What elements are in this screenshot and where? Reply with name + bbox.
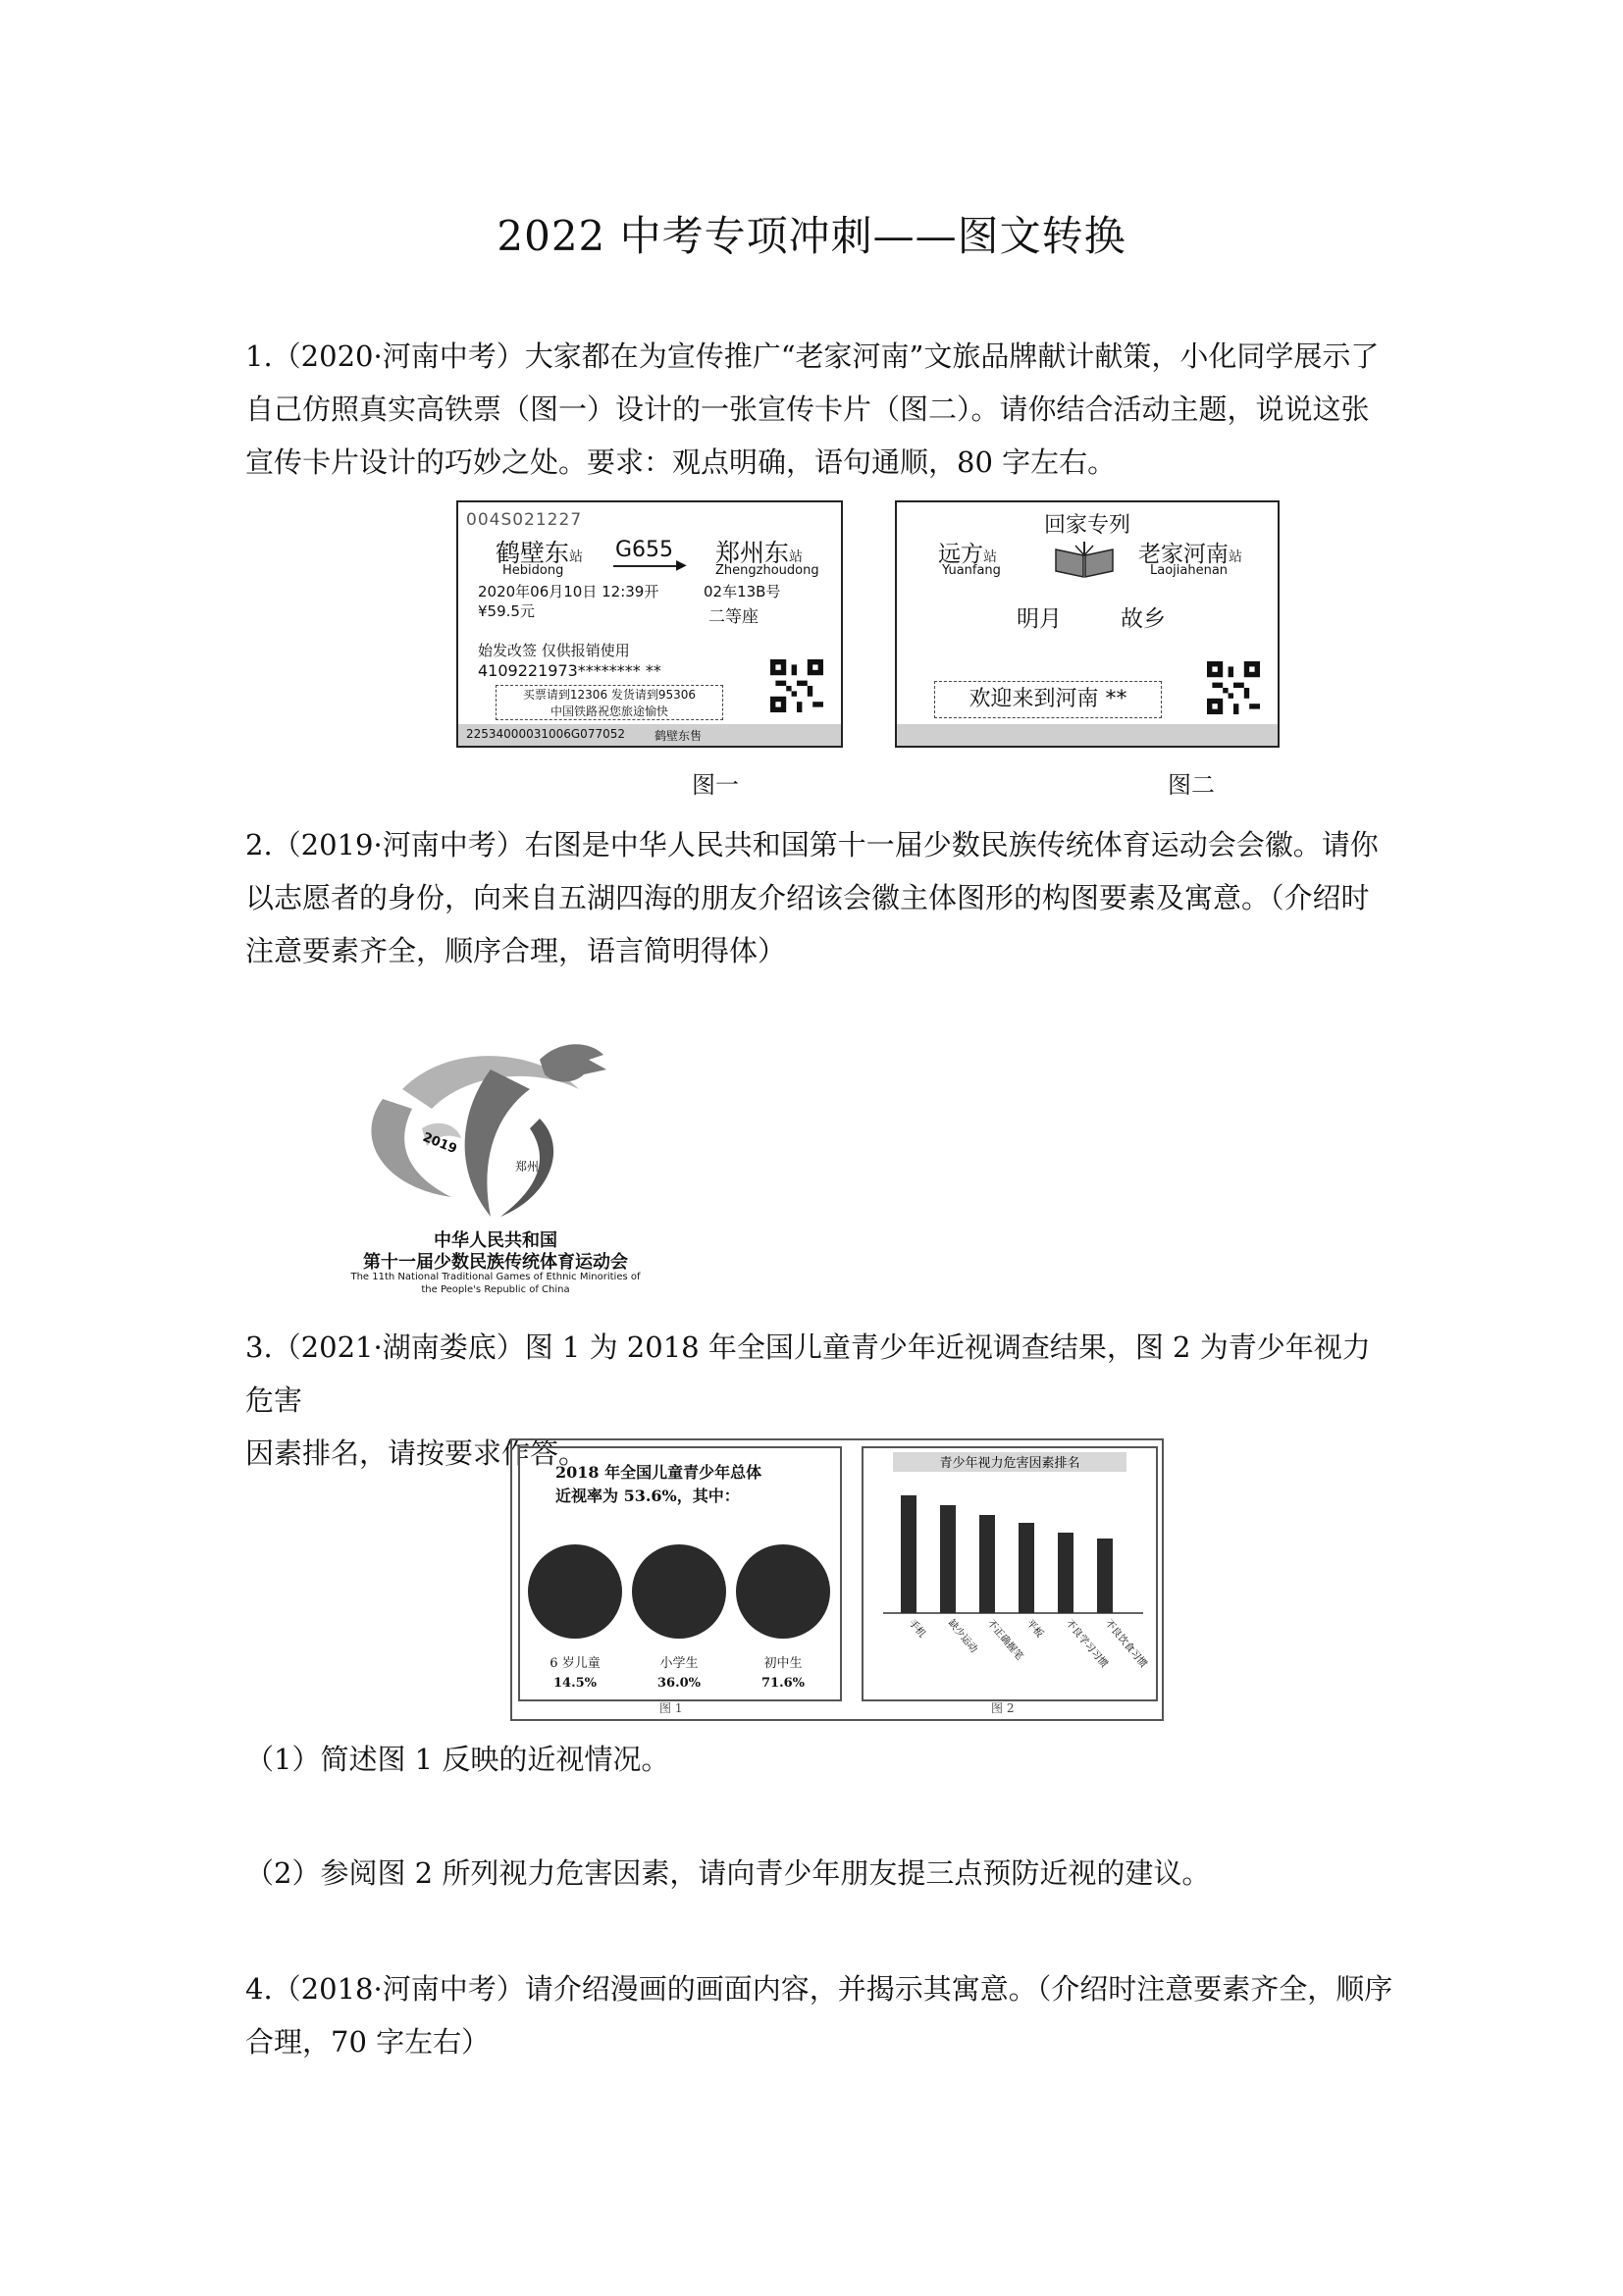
question-1-line: 1.（2020·河南中考）大家都在为宣传推广“老家河南”文旅品牌献计献策，小化同学展示了 <box>245 339 1380 373</box>
logo-year: 2019 <box>420 1129 459 1158</box>
figure-caption: 图 2 <box>991 1701 1015 1715</box>
arrow-line <box>613 565 682 567</box>
ticket-footer <box>458 724 841 746</box>
from-station: 鹤壁东 <box>496 539 570 567</box>
fig1-text: 2018 年全国儿童青少年总体 <box>555 1463 762 1482</box>
station-suffix: 站 <box>983 549 997 565</box>
logo-city: 郑州 <box>515 1160 540 1174</box>
figure-caption: 图二 <box>1168 771 1215 799</box>
bar-chart-svg <box>864 1448 1156 1699</box>
question-2-line: 以志愿者的身份，向来自五湖四海的朋友介绍该会徽主体图形的构图要素及寓意。（介绍时 <box>245 881 1370 914</box>
train-ticket-figure <box>456 500 843 748</box>
figure-caption: 图 1 <box>659 1701 683 1715</box>
arrow-icon: ▶ <box>676 557 687 573</box>
ticket-note: 始发改签 仅供报销使用 <box>478 642 630 659</box>
seat-number: 02车13B号 <box>704 583 781 600</box>
question-1-line: 自己仿照真实高铁票（图一）设计的一张宣传卡片（图二）。请你结合活动主题，说说这张 <box>245 392 1370 426</box>
group-value: 71.6% <box>760 1676 805 1691</box>
page-title: 2022 中考专项冲刺——图文转换 <box>497 212 1126 260</box>
welcome-box: 欢迎来到河南 ** <box>934 681 1162 718</box>
category-label: 不良学习习惯 <box>1063 1617 1110 1670</box>
open-book-icon <box>1052 538 1117 579</box>
bar <box>1097 1539 1113 1613</box>
qr-code-icon <box>770 659 823 712</box>
card-header: 回家专列 <box>1043 513 1130 538</box>
question-3-sub-1: （1）简述图 1 反映的近视情况。 <box>245 1743 670 1776</box>
question-1 <box>245 330 1393 489</box>
games-logo-figure <box>314 1030 677 1295</box>
group-label: 初中生 <box>763 1656 803 1671</box>
id-number: 4109221973******** ** <box>478 661 661 680</box>
ticket-serial: 004S021227 <box>466 510 583 530</box>
question-2 <box>245 818 1393 977</box>
category-label: 不良饮食习惯 <box>1102 1617 1149 1670</box>
to-station: 郑州东 <box>715 539 790 567</box>
myopia-rate-figure <box>518 1446 842 1701</box>
category-label: 手机 <box>906 1617 927 1641</box>
promo-card-figure <box>895 500 1280 748</box>
station-suffix: 站 <box>569 549 584 565</box>
card-word: 故乡 <box>1121 606 1166 632</box>
myopia-figures <box>510 1438 1164 1721</box>
to-pinyin: Zhengzhoudong <box>715 563 819 578</box>
category-label: 缺少运动 <box>945 1617 979 1655</box>
question-3-line: 3.（2021·湖南娄底）图 1 为 2018 年全国儿童青少年近视调查结果，图 2 为青少年视力危害 <box>245 1331 1371 1417</box>
to-pinyin: Laojiahenan <box>1150 563 1229 578</box>
from-pinyin: Hebidong <box>502 563 564 578</box>
group-circle <box>736 1544 830 1639</box>
logo-name-2: 第十一届少数民族传统体育运动会 <box>363 1252 628 1273</box>
train-number: G655 <box>615 538 674 562</box>
ticket-notice-box <box>496 685 723 720</box>
group-circle <box>632 1544 726 1639</box>
group-value: 14.5% <box>552 1676 597 1691</box>
vision-risk-chart <box>862 1446 1158 1701</box>
logo-english-2: the People's Republic of China <box>421 1284 570 1295</box>
notice-line: 中国铁路祝您旅途愉快 <box>550 704 668 718</box>
bar <box>979 1515 995 1613</box>
question-4 <box>245 1962 1393 2068</box>
category-label: 平板 <box>1023 1617 1045 1641</box>
category-label: 不正确握笔 <box>984 1617 1025 1663</box>
station-suffix: 站 <box>789 549 804 565</box>
station-suffix: 站 <box>1229 549 1242 565</box>
chart-title: 青少年视力危害因素排名 <box>939 1456 1080 1471</box>
ticket-code: 22534000031006G077052 <box>466 727 625 741</box>
group-circle <box>528 1544 622 1639</box>
question-1-line: 宣传卡片设计的巧妙之处。要求：观点明确，语句通顺，80 字左右。 <box>245 445 1117 479</box>
fig1-text: 近视率为 53.6%，其中： <box>555 1487 740 1505</box>
figure-caption: 图一 <box>692 771 739 799</box>
question-3-line: 因素排名，请按要求作答。 <box>245 1436 588 1470</box>
from-station: 远方 <box>938 542 983 567</box>
ticket-sale-station: 鹤壁东售 <box>654 729 703 743</box>
bar <box>901 1495 916 1613</box>
question-3-sub-2: （2）参阅图 2 所列视力危害因素，请向青少年朋友提三点预防近视的建议。 <box>245 1856 1211 1890</box>
from-pinyin: Yuanfang <box>942 563 1001 578</box>
bar <box>1058 1533 1073 1613</box>
dragon-emblem-icon <box>343 1030 638 1226</box>
bar <box>940 1505 956 1613</box>
to-station: 老家河南 <box>1138 542 1229 567</box>
seat-class: 二等座 <box>708 607 759 627</box>
ticket-price: ¥59.5元 <box>478 602 535 620</box>
card-footer <box>897 724 1278 746</box>
bar <box>1019 1523 1034 1613</box>
group-value: 36.0% <box>656 1676 701 1691</box>
group-label: 6 岁儿童 <box>550 1656 601 1671</box>
card-word: 明月 <box>1017 606 1062 632</box>
question-2-line: 注意要素齐全，顺序合理，语言简明得体） <box>245 934 787 967</box>
logo-name-1: 中华人民共和国 <box>434 1230 557 1251</box>
question-4-line: 4.（2018·河南中考）请介绍漫画的画面内容，并揭示其寓意。（介绍时注意要素齐全，顺序 <box>245 1972 1393 2006</box>
logo-english-1: The 11th National Traditional Games of Ethnic Minorities of <box>350 1272 641 1282</box>
ticket-datetime: 2020年06月10日 12:39开 <box>478 583 659 600</box>
question-2-line: 2.（2019·河南中考）右图是中华人民共和国第十一届少数民族传统体育运动会会徽。请你 <box>245 828 1379 861</box>
notice-line: 买票请到12306 发货请到95306 <box>522 688 697 702</box>
question-4-line: 合理，70 字左右） <box>245 2025 491 2059</box>
qr-code-icon <box>1207 661 1260 714</box>
group-label: 小学生 <box>659 1656 699 1671</box>
